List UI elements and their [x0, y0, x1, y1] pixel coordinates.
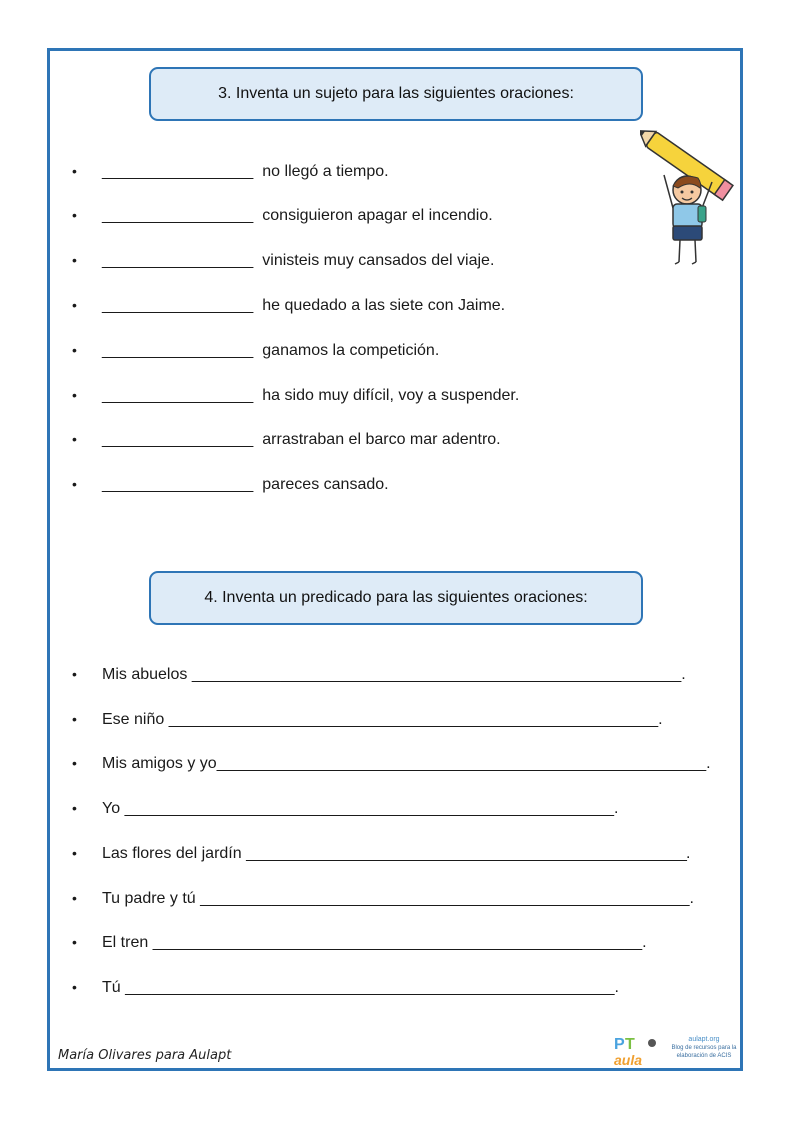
- answer-blank[interactable]: _______________________________________________________.: [168, 711, 663, 728]
- logo-tagline: Blog de recursos para la elaboración de ACIS: [671, 1045, 737, 1059]
- list-item: [72, 752, 711, 774]
- bullet: •: [72, 387, 77, 403]
- svg-text:aula: aula: [614, 1052, 643, 1068]
- kid-with-pencil-icon: [640, 130, 740, 270]
- list-item: [72, 931, 647, 953]
- list-item: [72, 384, 519, 406]
- answer-blank[interactable]: _______________________________________________________.: [152, 934, 647, 951]
- sentence-text: no llegó a tiempo.: [262, 163, 389, 180]
- bullet: •: [72, 431, 77, 447]
- bullet: •: [72, 711, 77, 727]
- answer-blank[interactable]: _______________________________________________________.: [125, 979, 619, 996]
- sentence-text: arrastraban el barco mar adentro.: [262, 431, 501, 448]
- svg-text:P: P: [614, 1036, 625, 1053]
- list-item: [72, 294, 505, 316]
- list-item: [72, 976, 619, 998]
- list-item: [72, 249, 494, 271]
- answer-blank[interactable]: _________________: [102, 252, 254, 269]
- author-credit: María Olivares para Aulapt: [58, 1048, 232, 1063]
- sentence-text: ganamos la competición.: [262, 342, 440, 359]
- list-item: [72, 473, 389, 495]
- answer-blank[interactable]: _________________: [102, 342, 254, 359]
- sentence-text: he quedado a las siete con Jaime.: [262, 297, 506, 314]
- list-item: [72, 708, 663, 730]
- svg-text:T: T: [625, 1036, 635, 1053]
- list-item: [72, 339, 439, 361]
- answer-blank[interactable]: _________________: [102, 207, 254, 224]
- bullet: •: [72, 800, 77, 816]
- section-4-heading: [149, 571, 643, 625]
- answer-blank[interactable]: _________________: [102, 387, 254, 404]
- answer-blank[interactable]: _______________________________________________________.: [191, 666, 686, 683]
- section-4-heading-text: 4. Inventa un predicado para las siguientes oraciones:: [204, 589, 588, 606]
- list-item: [72, 428, 501, 450]
- subject-text: Yo: [102, 800, 121, 817]
- sentence-text: ha sido muy difícil, voy a suspender.: [262, 387, 520, 404]
- bullet: •: [72, 979, 77, 995]
- list-item: [72, 842, 690, 864]
- list-item: [72, 663, 686, 685]
- answer-blank[interactable]: _______________________________________________________.: [200, 890, 694, 907]
- bullet: •: [72, 755, 77, 771]
- bullet: •: [72, 934, 77, 950]
- subject-text: Mis abuelos: [102, 666, 188, 683]
- bullet: •: [72, 207, 77, 223]
- subject-text: Tú: [102, 979, 121, 996]
- list-item: [72, 160, 389, 182]
- pt-aula-logo-icon: [612, 1033, 660, 1069]
- sentence-text: pareces cansado.: [262, 476, 389, 493]
- subject-text: Mis amigos y yo: [102, 755, 217, 772]
- page-border: [47, 48, 743, 1071]
- answer-blank[interactable]: _________________: [102, 431, 254, 448]
- bullet: •: [72, 890, 77, 906]
- subject-text: Tu padre y tú: [102, 890, 196, 907]
- answer-blank[interactable]: _______________________________________________________.: [124, 800, 619, 817]
- sentence-text: consiguieron apagar el incendio.: [262, 207, 493, 224]
- bullet: •: [72, 342, 77, 358]
- subject-text: El tren: [102, 934, 149, 951]
- bullet: •: [72, 252, 77, 268]
- section-3-heading-text: 3. Inventa un sujeto para las siguientes oraciones:: [218, 85, 574, 102]
- list-item: [72, 204, 493, 226]
- logo-caption: [664, 1036, 744, 1060]
- list-item: [72, 887, 694, 909]
- bullet: •: [72, 845, 77, 861]
- section-3-heading: [149, 67, 643, 121]
- bullet: •: [72, 163, 77, 179]
- subject-text: Las flores del jardín: [102, 845, 242, 862]
- subject-text: Ese niño: [102, 711, 165, 728]
- sentence-text: vinisteis muy cansados del viaje.: [262, 252, 495, 269]
- bullet: •: [72, 476, 77, 492]
- list-item: [72, 797, 618, 819]
- bullet: •: [72, 297, 77, 313]
- answer-blank[interactable]: _________________: [102, 163, 254, 180]
- bullet: •: [72, 666, 77, 682]
- answer-blank[interactable]: _______________________________________________________.: [246, 845, 690, 862]
- answer-blank[interactable]: _______________________________________________________.: [216, 755, 711, 772]
- answer-blank[interactable]: _________________: [102, 297, 254, 314]
- answer-blank[interactable]: _________________: [102, 476, 254, 493]
- logo-url-text: aulapt.org: [688, 1036, 720, 1043]
